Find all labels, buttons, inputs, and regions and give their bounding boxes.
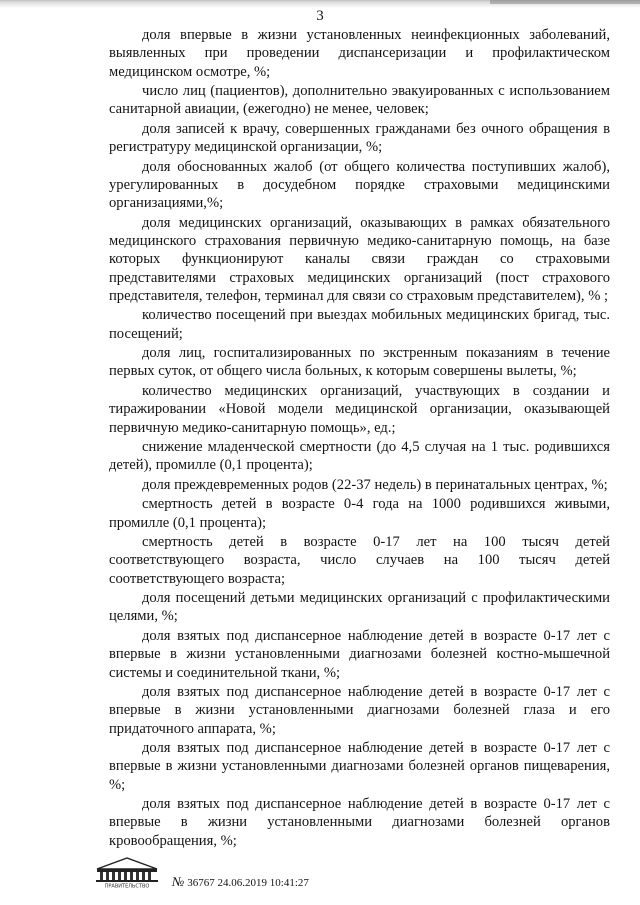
list-paragraph: доля взятых под диспансерное наблюдение детей в возрасте 0-17 лет с впервые в жизни установленными диагнозами болезней органов кровообращения, %; xyxy=(109,796,610,849)
list-paragraph: доля взятых под диспансерное наблюдение детей в возрасте 0-17 лет с впервые в жизни установленными диагнозами болезней глаза и его придаточного аппарата, %; xyxy=(109,684,610,737)
list-paragraph: доля преждевременных родов (22-37 недель) в перинатальных центрах, %; xyxy=(142,476,608,493)
list-paragraph: доля записей к врачу, совершенных гражданами без очного обращения в регистратуру медицинской организации, %; xyxy=(109,120,610,156)
svg-text:ПРАВИТЕЛЬСТВО: ПРАВИТЕЛЬСТВО xyxy=(104,883,150,888)
registration-number: 36767 24.06.2019 10:41:27 xyxy=(187,877,309,889)
registration-stamp xyxy=(172,874,309,890)
list-paragraph: доля впервые в жизни установленных неинфекционных заболеваний, выявленных при проведении диспансеризации и профилактическом медицинском осмотре, %; xyxy=(109,27,610,80)
list-paragraph: доля лиц, госпитализированных по экстренным показаниям в течение первых суток, от общего числа больных, к которым совершены вылеты, %; xyxy=(109,345,610,380)
list-paragraph: число лиц (пациентов), дополнительно эвакуированных с использованием санитарной авиации, (ежегодно) не менее, человек; xyxy=(109,83,610,118)
number-sign: № xyxy=(172,874,185,889)
list-paragraph: смертность детей в возрасте 0-4 года на 1000 родившихся живыми, промилле (0,1 процента); xyxy=(109,496,610,531)
list-paragraph: количество медицинских организаций, участвующих в создании и тиражировании «Новой модели медицинской организации, оказывающей первичную медико-санитарную помощь», ед.; xyxy=(109,382,610,436)
registration-footer xyxy=(94,856,394,896)
list-paragraph: доля обоснованных жалоб (от общего количества поступивших жалоб), урегулированных в досудебном порядке страховыми медицинскими организациями,%; xyxy=(109,158,610,212)
list-paragraph: доля медицинских организаций, оказывающих в рамках обязательного медицинского страхования первичную медико-санитарную помощь, на базе которых функционируют каналы связи граждан со страховыми представителями страховых медицинских организаций (пост страхового представителя, телефон, терминал для связи со страховым представителем), % ; xyxy=(109,214,610,304)
list-paragraph: смертность детей в возрасте 0-17 лет на 100 тысяч детей соответствующего возраста, число случаев на 100 тысяч детей соответствующего возраста; xyxy=(109,534,610,587)
scan-corner-mark xyxy=(490,0,640,4)
list-paragraph: снижение младенческой смертности (до 4,5 случая на 1 тыс. родившихся детей), промилле (0,1 процента); xyxy=(109,439,610,474)
list-paragraph: доля взятых под диспансерное наблюдение детей в возрасте 0-17 лет с впервые в жизни установленными диагнозами болезней органов пищеварения, %; xyxy=(109,740,610,793)
government-seal-icon xyxy=(94,856,160,888)
list-paragraph: количество посещений при выездах мобильных медицинских бригад, тыс. посещений; xyxy=(109,307,610,342)
document-body xyxy=(109,26,610,851)
page-number: 3 xyxy=(316,8,324,24)
list-paragraph: доля взятых под диспансерное наблюдение детей в возрасте 0-17 лет с впервые в жизни установленными диагнозами болезней костно-мышечной системы и соединительной ткани, %; xyxy=(109,627,610,681)
list-paragraph: доля посещений детьми медицинских организаций с профилактическими целями, %; xyxy=(109,590,610,625)
